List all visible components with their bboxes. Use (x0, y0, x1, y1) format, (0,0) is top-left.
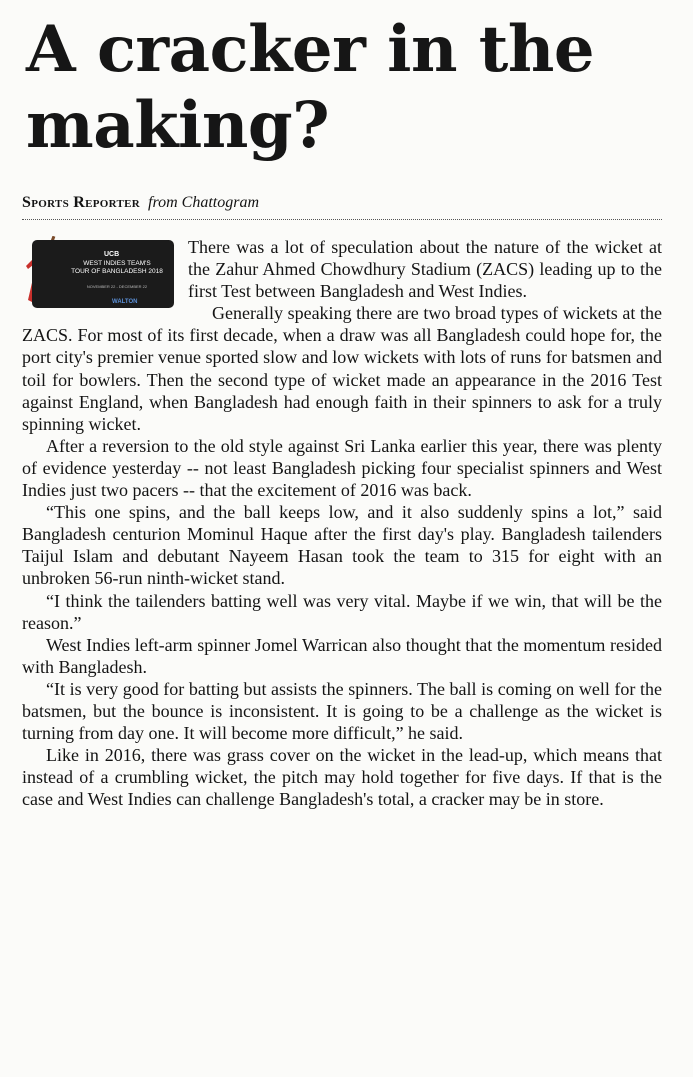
article-body (22, 236, 662, 810)
paragraph: Generally speaking there are two broad types of wickets at the ZACS. For most of its first decade, when a draw was all Bangladesh could hope for, the port city's premier venue sported slow and low wickets with lots of runs for batsmen and toil for bowlers. Then the second type of wicket made an appearance in the 2016 Test against England, when Bangladesh had enough faith in their spinners to ask for a truly spinning wicket. (22, 303, 662, 434)
logo-org: UCB (104, 251, 120, 258)
paragraph: There was a lot of speculation about the nature of the wicket at the Zahur Ahmed Chowdhury Stadium (ZACS) leading up to the first Test between Bangladesh and West Indies. (188, 237, 662, 302)
logo-line-1: WEST INDIES TEAM'S (83, 260, 151, 267)
series-logo (22, 238, 174, 312)
byline-author: Sports Reporter (22, 194, 141, 211)
logo-dates: NOVEMBER 22 - DECEMBER 22 (86, 284, 148, 289)
paragraph: West Indies left-arm spinner Jomel Warrican also thought that the momentum resided with Bangladesh. (22, 634, 662, 677)
paragraph: Like in 2016, there was grass cover on the wicket in the lead-up, which means that instead of a crumbling wicket, the pitch may hold together for five days. If that is the case and West Indies can challenge Bangladesh's total, a cracker may be in store. (22, 745, 662, 810)
logo-line-2: TOUR OF BANGLADESH 2018 (71, 268, 163, 275)
paragraph: “It is very good for batting but assists the spinners. The ball is coming on well for the batsmen, but the bounce is inconsistent. It is going to be a challenge as the wicket is turning from day one. It will become more difficult,” he said. (22, 678, 662, 744)
paragraph: “This one spins, and the ball keeps low, and it also suddenly spins a lot,” said Bangladesh centurion Mominul Haque after the first day's play. Bangladesh tailenders Taijul Islam and debutant Nayeem Hasan took the team to 315 for eight with an unbroken 56-run ninth-wicket stand. (22, 502, 662, 589)
paragraph: “I think the tailenders batting well was very vital. Maybe if we win, that will be the reason.” (22, 590, 662, 633)
logo-sponsor: WALTON (112, 299, 138, 305)
headline: A cracker in the making? (26, 12, 595, 163)
byline (22, 193, 662, 213)
byline-divider (22, 219, 662, 220)
paragraph: After a reversion to the old style against Sri Lanka earlier this year, there was plenty of evidence yesterday -- not least Bangladesh picking four specialist spinners and West Indies just two pacers -- that the excitement of 2016 was back. (22, 435, 662, 501)
byline-location: from Chattogram (148, 194, 260, 211)
